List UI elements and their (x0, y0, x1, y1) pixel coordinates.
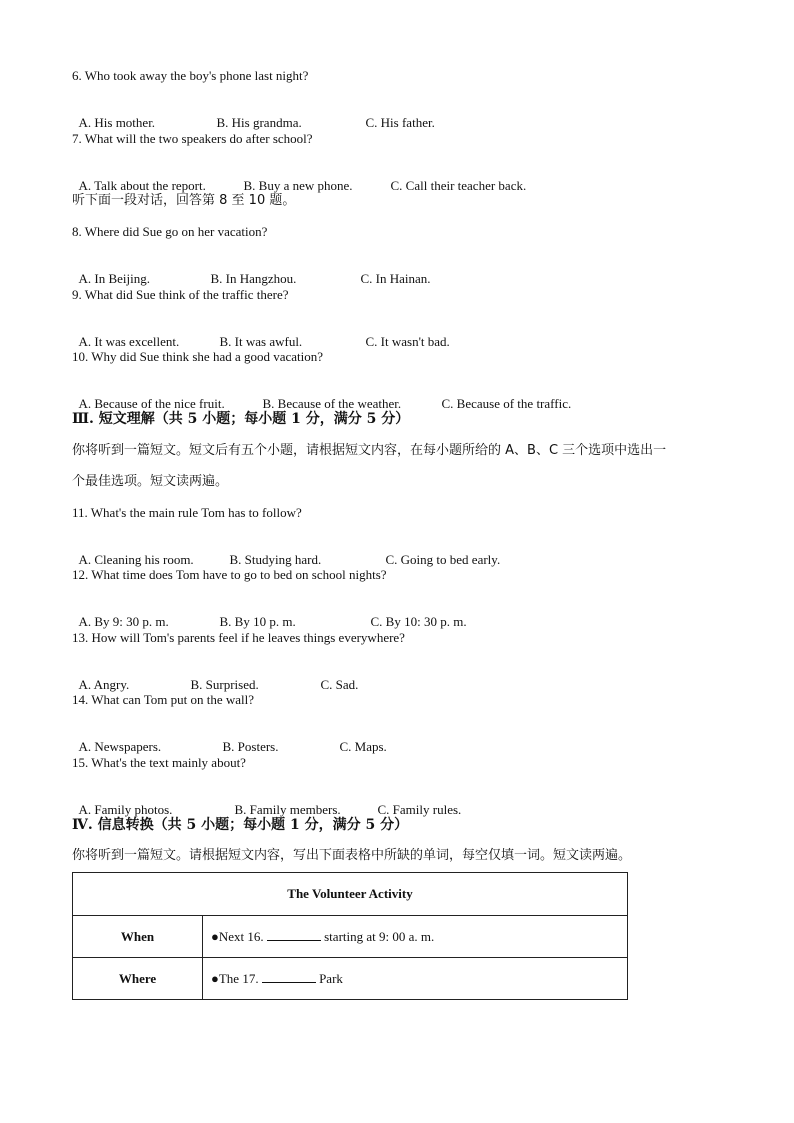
option-b: B. Because of the weather. (262, 396, 402, 411)
options-12 (72, 598, 467, 630)
question-14: 14. What can Tom put on the wall? (72, 692, 255, 707)
option-b: B. By 10 p. m. (219, 614, 296, 629)
blank-prefix: ●Next 16. (211, 928, 264, 944)
options-8 (72, 255, 431, 287)
question-6: 6. Who took away the boy's phone last night? (72, 68, 309, 83)
options-11 (72, 536, 500, 568)
row-label-where: Where (73, 958, 203, 1000)
options-13 (72, 661, 358, 693)
option-c: C. Maps. (339, 739, 387, 754)
options-15 (72, 786, 461, 818)
question-12: 12. What time does Tom have to go to bed on school nights? (72, 567, 387, 582)
question-11: 11. What's the main rule Tom has to follow? (72, 505, 302, 520)
section-3-heading: Ⅲ. 短文理解（共 5 小题；每小题 1 分，满分 5 分） (72, 411, 410, 427)
option-b: B. Buy a new phone. (243, 178, 353, 193)
option-c: C. His father. (365, 115, 435, 130)
table-row (73, 958, 628, 1000)
option-b: B. Posters. (222, 739, 279, 754)
question-9: 9. What did Sue think of the traffic there? (72, 287, 289, 302)
section-3-instruction-line2: 个最佳选项。短文读两遍。 (72, 474, 229, 489)
row-value-where (203, 958, 628, 1000)
option-c: C. Call their teacher back. (390, 178, 527, 193)
option-a: A. Angry. (78, 677, 130, 692)
options-6 (72, 99, 435, 131)
blank-suffix: Park (319, 970, 343, 986)
question-8: 8. Where did Sue go on her vacation? (72, 224, 268, 239)
option-a: A. Newspapers. (78, 739, 162, 754)
volunteer-activity-table (72, 872, 628, 1000)
row-label-when: When (73, 916, 203, 958)
option-c: C. Going to bed early. (385, 552, 501, 567)
table-title: The Volunteer Activity (73, 873, 628, 916)
option-a: A. Family photos. (78, 802, 173, 817)
question-10: 10. Why did Sue think she had a good vacation? (72, 349, 324, 364)
section-4-heading: Ⅳ. 信息转换（共 5 小题；每小题 1 分，满分 5 分） (72, 817, 409, 833)
blank-prefix: ●The 17. (211, 970, 259, 986)
option-c: C. Family rules. (377, 802, 462, 817)
option-b: B. Family members. (234, 802, 341, 817)
option-c: C. In Hainan. (360, 271, 431, 286)
option-a: A. In Beijing. (78, 271, 150, 286)
option-b: B. In Hangzhou. (210, 271, 297, 286)
option-b: B. It was awful. (219, 334, 303, 349)
option-a: A. By 9: 30 p. m. (78, 614, 169, 629)
option-a: A. It was excellent. (78, 334, 180, 349)
answer-blank-17[interactable] (262, 971, 316, 983)
answer-blank-16[interactable] (267, 929, 321, 941)
options-10 (72, 380, 571, 412)
row-value-when (203, 916, 628, 958)
option-c: C. Because of the traffic. (441, 396, 572, 411)
option-b: B. His grandma. (216, 115, 302, 130)
section-3-instruction-line1: 你将听到一篇短文。短文后有五个小题，请根据短文内容，在每小题所给的 A、B、C 三个选项中选出一 (72, 443, 667, 458)
option-b: B. Surprised. (190, 677, 259, 692)
option-a: A. Because of the nice fruit. (78, 396, 225, 411)
table-row (73, 916, 628, 958)
options-7 (72, 162, 526, 194)
option-c: C. Sad. (320, 677, 359, 692)
blank-suffix: starting at 9: 00 a. m. (324, 928, 435, 944)
section-4-instruction: 你将听到一篇短文。请根据短文内容，写出下面表格中所缺的单词，每空仅填一词。短文读两遍。 (72, 848, 632, 863)
options-14 (72, 723, 387, 755)
table-title-row (73, 873, 628, 916)
instruction-8-10: 听下面一段对话，回答第 8 至 10 题。 (72, 193, 296, 208)
question-7: 7. What will the two speakers do after school? (72, 131, 313, 146)
question-15: 15. What's the text mainly about? (72, 755, 246, 770)
options-9 (72, 318, 450, 350)
option-a: A. Cleaning his room. (78, 552, 194, 567)
option-c: C. It wasn't bad. (365, 334, 450, 349)
option-b: B. Studying hard. (229, 552, 322, 567)
option-a: A. His mother. (78, 115, 156, 130)
option-a: A. Talk about the report. (78, 178, 206, 193)
question-13: 13. How will Tom's parents feel if he leaves things everywhere? (72, 630, 405, 645)
option-c: C. By 10: 30 p. m. (370, 614, 467, 629)
